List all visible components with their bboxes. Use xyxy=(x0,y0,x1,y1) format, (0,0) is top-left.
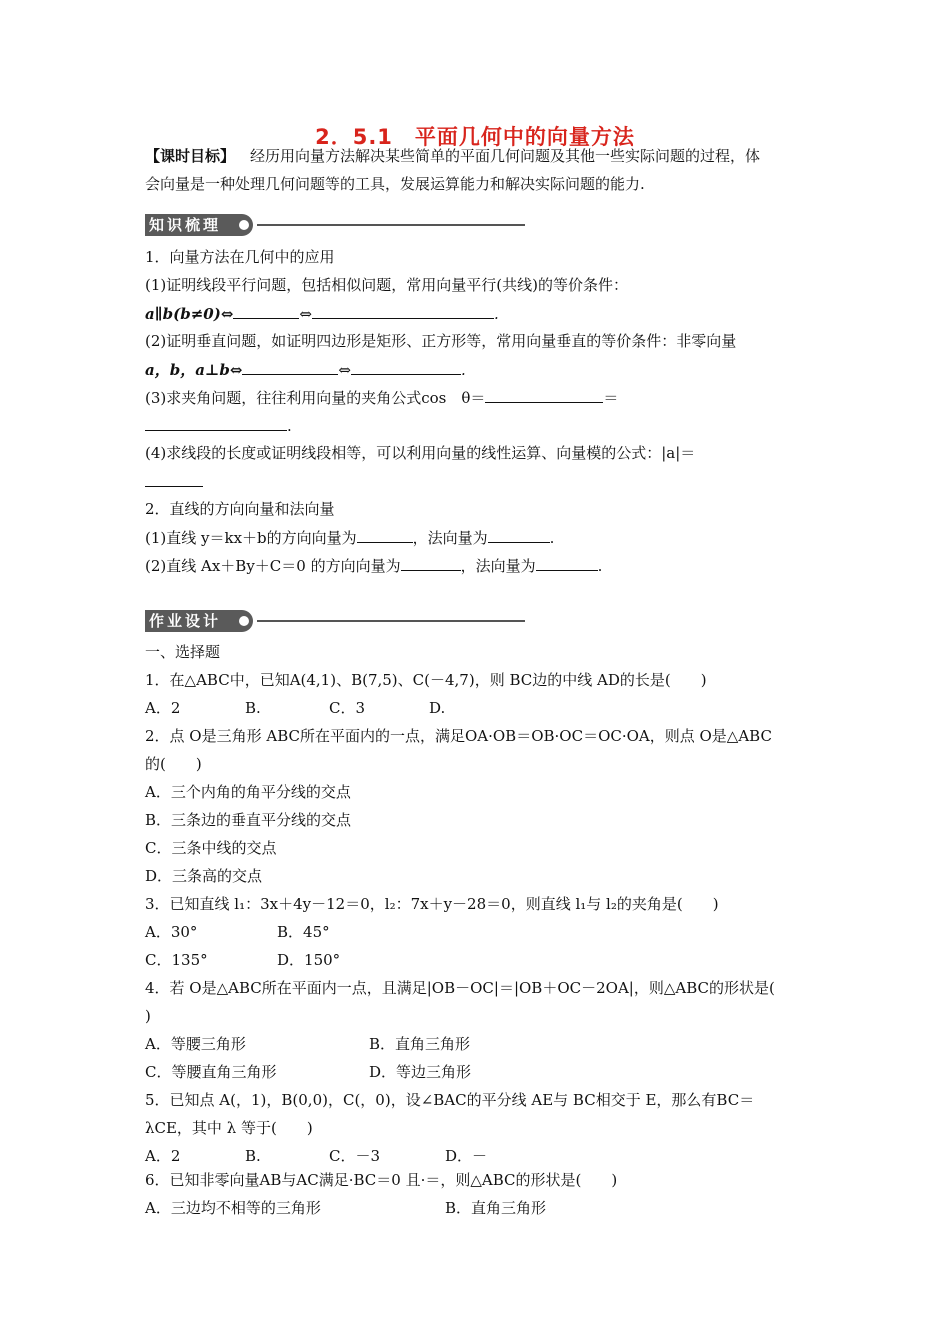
option[interactable]: A．等腰三角形 xyxy=(145,1035,246,1053)
section-divider xyxy=(257,224,525,226)
perpendicular-condition: a，b，a⊥b⇔ xyxy=(145,361,243,379)
answer-blank[interactable] xyxy=(357,527,413,543)
knowledge-p2-2 xyxy=(145,555,602,576)
option[interactable]: C．等腰直角三角形 xyxy=(145,1063,277,1081)
option[interactable]: A．三个内角的角平分线的交点 xyxy=(145,783,351,801)
knowledge-p1-3 xyxy=(145,387,618,408)
option[interactable]: A．2 xyxy=(145,699,181,717)
period: . xyxy=(597,557,603,575)
option[interactable]: B. xyxy=(245,1147,261,1165)
answer-blank[interactable] xyxy=(536,555,598,571)
equiv-symbol: ⇔ xyxy=(338,361,351,379)
bullet-dot-icon xyxy=(239,616,249,626)
option[interactable]: D．三条高的交点 xyxy=(145,867,263,885)
question-1: 1．在△ABC中，已知A(4,1)、B(7,5)、C(－4,7)，则 BC边的中线 AD的长是( ) xyxy=(145,671,707,689)
option[interactable]: D．150° xyxy=(277,951,341,969)
question-5: 5．已知点 A(，1)，B(0,0)，C(，0)，设∠BAC的平分线 AE与 BC相交于 E，那么有BC＝ xyxy=(145,1091,755,1109)
direction-vector-text: (1)直线 y＝kx＋b的方向向量为 xyxy=(145,529,357,547)
option[interactable]: A．30° xyxy=(145,923,198,941)
knowledge-p2-1 xyxy=(145,527,554,548)
objective-text-1: 经历用向量方法解决某些简单的平面几何问题及其他一些实际问题的过程，体 xyxy=(250,147,761,165)
answer-blank[interactable] xyxy=(145,471,203,487)
equiv-symbol: ⇔ xyxy=(299,305,312,323)
option[interactable]: C．3 xyxy=(329,699,366,717)
option[interactable]: B．三条边的垂直平分线的交点 xyxy=(145,811,352,829)
section-divider xyxy=(257,620,525,622)
option[interactable]: C．－3 xyxy=(329,1147,381,1165)
answer-blank[interactable] xyxy=(145,415,287,431)
question-6: 6．已知非零向量AB与AC满足·BC＝0 且·＝，则△ABC的形状是( ) xyxy=(145,1171,618,1189)
answer-blank[interactable] xyxy=(233,303,299,319)
objective-text-2: 会向量是一种处理几何问题等的工具，发展运算能力和解决实际问题的能力. xyxy=(145,175,645,193)
question-5-cont: λCE，其中 λ 等于( ) xyxy=(145,1119,313,1137)
knowledge-p1: 1．向量方法在几何中的应用 xyxy=(145,248,335,266)
question-2: 2．点 O是三角形 ABC所在平面内的一点，满足OA·OB＝OB·OC＝OC·OA，则点 O是△ABC xyxy=(145,727,772,745)
section-knowledge-header xyxy=(145,214,525,236)
option[interactable]: B．直角三角形 xyxy=(369,1035,471,1053)
knowledge-p1-3b xyxy=(145,415,292,436)
section-homework-header xyxy=(145,610,525,632)
option[interactable]: D. xyxy=(429,699,446,717)
knowledge-p1-2b xyxy=(145,359,466,380)
objective-label: 【课时目标】 xyxy=(145,147,236,165)
bullet-dot-icon xyxy=(239,220,249,230)
section-knowledge-label: 知识梳理 xyxy=(145,214,253,236)
knowledge-p1-1: (1)证明线段平行问题，包括相似问题，常用向量平行(共线)的等价条件： xyxy=(145,276,628,294)
equals-symbol: ＝ xyxy=(603,389,619,407)
answer-blank[interactable] xyxy=(485,387,603,403)
knowledge-p2: 2．直线的方向向量和法向量 xyxy=(145,500,335,518)
option[interactable]: C．135° xyxy=(145,951,208,969)
knowledge-p1-4: (4)求线段的长度或证明线段相等，可以利用向量的线性运算、向量模的公式：|a|＝ xyxy=(145,444,696,462)
option[interactable]: D．－ xyxy=(445,1147,488,1165)
option[interactable]: B. xyxy=(245,699,261,717)
period: . xyxy=(287,417,292,435)
answer-blank[interactable] xyxy=(351,359,461,375)
answer-blank[interactable] xyxy=(401,555,461,571)
parallel-condition: a∥b(b≠0)⇔ xyxy=(145,305,234,323)
option[interactable]: A．2 xyxy=(145,1147,181,1165)
normal-vector-text: ，法向量为 xyxy=(412,529,488,547)
question-4: 4．若 O是△ABC所在平面内一点，且满足|OB－OC|＝|OB＋OC－2OA|，则△ABC的形状是( xyxy=(145,979,775,997)
knowledge-p1-4b xyxy=(145,471,203,492)
period: . xyxy=(493,305,499,323)
knowledge-p1-1b xyxy=(145,303,499,324)
period: . xyxy=(549,529,555,547)
direction-vector-text: (2)直线 Ax＋By＋C＝0 的方向向量为 xyxy=(145,557,401,575)
option[interactable]: A．三边均不相等的三角形 xyxy=(145,1199,321,1217)
question-4-cont: ) xyxy=(145,1007,151,1025)
answer-blank[interactable] xyxy=(242,359,338,375)
option[interactable]: B．45° xyxy=(277,923,330,941)
period: . xyxy=(460,361,466,379)
section-homework-label: 作业设计 xyxy=(145,610,253,632)
question-2-cont: 的( ) xyxy=(145,755,202,773)
question-3: 3．已知直线 l₁：3x＋4y－12＝0，l₂：7x＋y－28＝0，则直线 l₁与 l₂的夹角是( ) xyxy=(145,895,719,913)
page-title: 2．5.1 平面几何中的向量方法 xyxy=(315,125,635,149)
option[interactable]: B．直角三角形 xyxy=(445,1199,547,1217)
normal-vector-text: ，法向量为 xyxy=(460,557,536,575)
option[interactable]: C．三条中线的交点 xyxy=(145,839,277,857)
option[interactable]: D．等边三角形 xyxy=(369,1063,472,1081)
answer-blank[interactable] xyxy=(488,527,550,543)
homework-part: 一、选择题 xyxy=(145,643,221,661)
objective-line-1 xyxy=(145,146,760,166)
knowledge-p1-2: (2)证明垂直问题，如证明四边形是矩形、正方形等，常用向量垂直的等价条件：非零向量 xyxy=(145,332,737,350)
angle-formula-text: (3)求夹角问题，往往利用向量的夹角公式cos θ＝ xyxy=(145,389,486,407)
answer-blank[interactable] xyxy=(312,303,494,319)
